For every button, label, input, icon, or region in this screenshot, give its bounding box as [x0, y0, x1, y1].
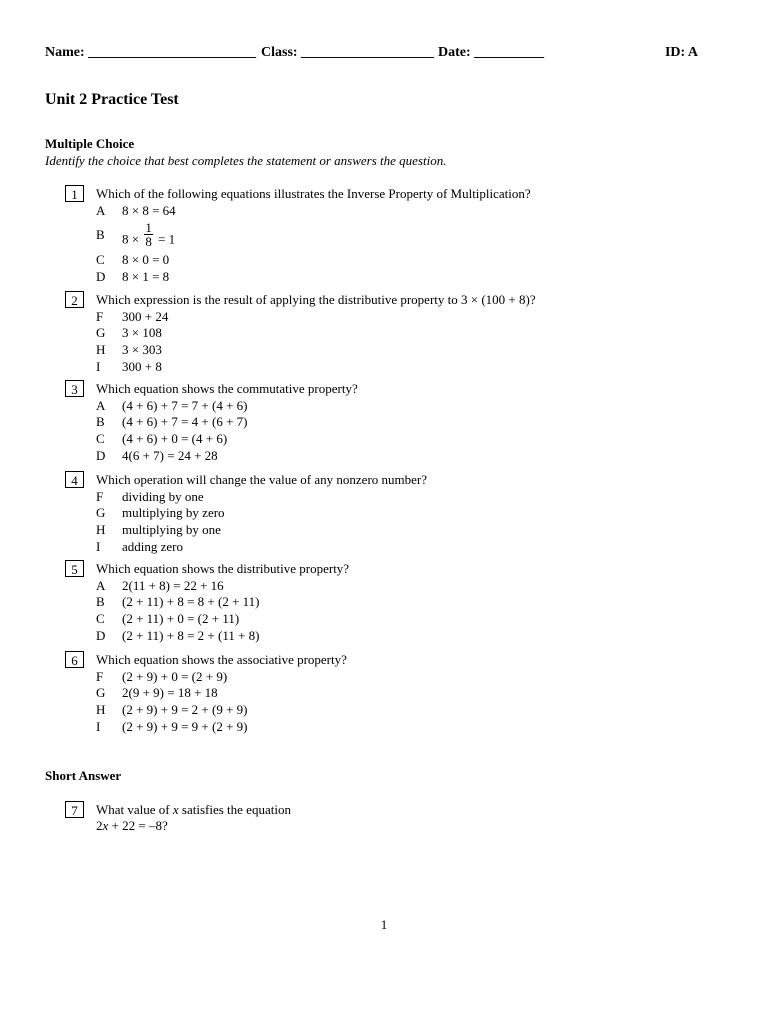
choice-text: (2 + 11) + 0 = (2 + 11)	[122, 611, 240, 627]
section-instruction: Identify the choice that best completes the statement or answers the question.	[45, 153, 447, 168]
choice-letter: F	[96, 488, 104, 504]
choice-text: 300 + 8	[122, 358, 162, 374]
choice-letter: A	[96, 397, 106, 413]
choice-letter: F	[96, 308, 104, 324]
variable-x: x	[172, 802, 179, 817]
choice-letter: G	[96, 505, 106, 521]
choice-letter: B	[96, 227, 105, 243]
choice-letter: D	[96, 447, 106, 463]
choice-letter: H	[96, 342, 106, 358]
equation-rest: + 22 = –8?	[108, 818, 168, 833]
question-number: 7	[65, 801, 84, 818]
choice-text: 300 + 24	[122, 308, 169, 324]
choice-text: 2(11 + 8) = 22 + 16	[122, 577, 224, 593]
choice-text: adding zero	[122, 538, 184, 554]
choice-text: (4 + 6) + 0 = (4 + 6)	[122, 431, 228, 447]
fraction-numerator: 1	[145, 220, 152, 236]
choice-text: dividing by one	[122, 488, 204, 504]
question-text-post: satisfies the equation	[178, 802, 291, 817]
choice-letter: H	[96, 702, 106, 718]
header-row	[45, 45, 698, 65]
section-heading-short-answer: Short Answer	[45, 768, 122, 783]
choice-text: 8 × 0 = 0	[122, 252, 170, 268]
choice-text: (4 + 6) + 7 = 4 + (6 + 7)	[122, 414, 248, 430]
question-text: Which expression is the result of applying the distributive property to 3 × (100 + 8)?	[96, 292, 536, 307]
fraction-suffix: = 1	[158, 231, 176, 247]
choice-text: 3 × 303	[122, 342, 162, 358]
question-number: 5	[65, 560, 84, 577]
equation	[96, 818, 168, 834]
question-number: 1	[65, 185, 84, 202]
equation-coefficient: 2	[96, 818, 103, 833]
choice-text: 8 × 1 = 8	[122, 269, 170, 285]
question-number: 6	[65, 651, 84, 668]
choice-letter: G	[96, 325, 106, 341]
name-field: Name: ________________________	[45, 45, 257, 60]
fraction-denominator: 8	[145, 234, 152, 250]
choice-text: (2 + 11) + 8 = 8 + (2 + 11)	[122, 594, 260, 610]
question-text	[96, 802, 291, 818]
choice-letter: D	[96, 627, 106, 643]
question-text-pre: What value of	[96, 802, 173, 817]
choice-text: 2(9 + 9) = 18 + 18	[122, 685, 218, 701]
question-text: Which operation will change the value of any nonzero number?	[96, 472, 428, 487]
choice-letter: F	[96, 668, 104, 684]
choice-text: multiplying by one	[122, 522, 221, 538]
choice-letter: B	[96, 414, 105, 430]
choice-text: 8 × 8 = 64	[122, 202, 176, 218]
choice-text: 4(6 + 7) = 24 + 28	[122, 447, 218, 463]
choice-letter: C	[96, 252, 105, 268]
choice-text: (2 + 11) + 8 = 2 + (11 + 8)	[122, 627, 260, 643]
choice-letter: H	[96, 522, 106, 538]
question-text: Which of the following equations illustrates the Inverse Property of Multiplication?	[96, 186, 531, 201]
date-field: Date: __________	[438, 45, 545, 60]
choice-text	[122, 220, 176, 254]
question-text: Which equation shows the commutative property?	[96, 381, 358, 396]
question-text: Which equation shows the associative property?	[96, 652, 347, 667]
choice-letter: C	[96, 431, 105, 447]
question-text: Which equation shows the distributive property?	[96, 561, 350, 576]
choice-text: (2 + 9) + 9 = 9 + (2 + 9)	[122, 718, 248, 734]
choice-letter: B	[96, 594, 105, 610]
choice-letter: A	[96, 577, 106, 593]
test-id: ID: A	[664, 45, 698, 60]
choice-text: (4 + 6) + 7 = 7 + (4 + 6)	[122, 397, 248, 413]
choice-letter: G	[96, 685, 106, 701]
question-number: 4	[65, 471, 84, 488]
choice-text: (2 + 9) + 9 = 2 + (9 + 9)	[122, 702, 248, 718]
question-number: 2	[65, 291, 84, 308]
choice-letter: I	[96, 358, 101, 374]
fraction	[144, 221, 153, 248]
choice-letter: I	[96, 538, 101, 554]
section-heading-multiple-choice: Multiple Choice	[45, 136, 135, 151]
choice-letter: D	[96, 269, 106, 285]
page-number: 1	[380, 917, 388, 932]
choice-letter: C	[96, 611, 105, 627]
choice-letter: A	[96, 202, 106, 218]
choice-text: (2 + 9) + 0 = (2 + 9)	[122, 668, 228, 684]
question-number: 3	[65, 380, 84, 397]
equation-variable: x	[102, 818, 109, 833]
choice-text: multiplying by zero	[122, 505, 225, 521]
choice-letter: I	[96, 718, 101, 734]
page-title: Unit 2 Practice Test	[45, 91, 179, 108]
choice-text: 3 × 108	[122, 325, 162, 341]
class-field: Class: ___________________	[261, 45, 435, 60]
fraction-prefix: 8 ×	[122, 231, 140, 247]
